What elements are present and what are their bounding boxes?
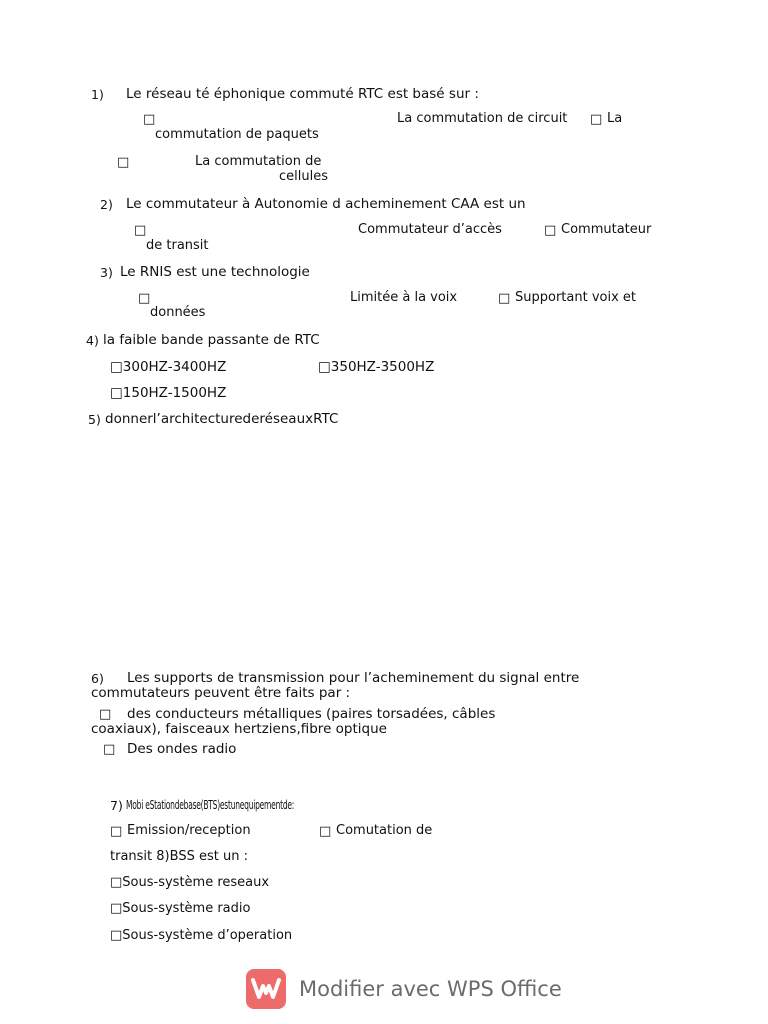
q1-option-circuit: La commutation de circuit bbox=[397, 111, 568, 126]
q3-option-donnees-line1: Supportant voix et bbox=[515, 290, 637, 305]
q7-option-b: Comutation de bbox=[336, 823, 433, 838]
q4-option-a[interactable] bbox=[110, 359, 226, 375]
q7-option-b-line2: transit bbox=[110, 849, 153, 864]
q4-number: 4) bbox=[86, 333, 99, 348]
q1-option-paquets-line1: La bbox=[607, 111, 623, 126]
q6-checkbox-a[interactable]: □ bbox=[99, 707, 112, 722]
q4-option-b-label: 350HZ-3500HZ bbox=[330, 359, 435, 375]
q6-question-text-line1: Les supports de transmission pour l’acheminement du signal entre bbox=[127, 670, 580, 686]
q2-option-transit-line2: de transit bbox=[146, 238, 209, 253]
q3-checkbox-donnees[interactable]: □ bbox=[498, 291, 511, 306]
q6-number: 6) bbox=[91, 671, 104, 686]
q1-checkbox-paquets[interactable]: □ bbox=[590, 112, 603, 127]
q4-checkbox-b[interactable]: □ bbox=[318, 359, 331, 375]
q5-number: 5) bbox=[88, 412, 101, 427]
q3-question-text: Le RNIS est une technologie bbox=[120, 264, 310, 280]
q8-option-c[interactable] bbox=[110, 928, 292, 944]
q3-option-voix: Limitée à la voix bbox=[350, 290, 458, 305]
wps-edit-link[interactable]: Modifier avec WPS Office bbox=[299, 977, 562, 1001]
q2-option-transit-line1: Commutateur bbox=[561, 222, 652, 237]
q4-option-a-label: 300HZ-3400HZ bbox=[122, 359, 227, 375]
q4-option-c-label: 150HZ-1500HZ bbox=[122, 385, 227, 401]
q2-checkbox-acces[interactable]: □ bbox=[134, 223, 147, 238]
q7-number: 7) bbox=[110, 798, 123, 813]
q8-option-a[interactable] bbox=[110, 875, 269, 891]
q1-option-cellules-line2: cellules bbox=[279, 169, 328, 184]
q3-number: 3) bbox=[100, 265, 113, 280]
q1-question-text: Le réseau té éphonique commuté RTC est basé sur : bbox=[126, 86, 479, 102]
q2-question-text: Le commutateur à Autonomie d acheminement CAA est un bbox=[126, 196, 526, 212]
q5-question-text: donnerl’architecturederéseauxRTC bbox=[105, 411, 339, 427]
q4-checkbox-c[interactable]: □ bbox=[110, 385, 123, 401]
q2-checkbox-transit[interactable]: □ bbox=[544, 223, 557, 238]
q7-checkbox-a[interactable]: □ bbox=[110, 824, 123, 839]
q8-question-text: BSS est un : bbox=[169, 849, 248, 864]
q8-option-b-label: Sous-système radio bbox=[122, 901, 251, 916]
q1-checkbox-circuit[interactable]: □ bbox=[143, 112, 156, 127]
q7-option-a: Emission/reception bbox=[127, 823, 251, 838]
q4-option-b[interactable] bbox=[318, 359, 434, 375]
q7-question-label: Mobi eStationdebase(BTS)estunequipementde: bbox=[126, 798, 295, 812]
q1-option-paquets-line2: commutation de paquets bbox=[155, 127, 319, 142]
q8-option-a-label: Sous-système reseaux bbox=[122, 875, 270, 890]
q6-checkbox-b[interactable]: □ bbox=[103, 742, 116, 757]
q3-option-donnees-line2: données bbox=[150, 305, 206, 320]
q8-checkbox-c[interactable]: □ bbox=[110, 928, 123, 943]
q2-option-acces: Commutateur d’accès bbox=[358, 222, 502, 237]
q6-option-a-line1: des conducteurs métalliques (paires torsadées, câbles bbox=[127, 706, 496, 722]
wps-logo-icon[interactable] bbox=[246, 969, 286, 1009]
q4-checkbox-a[interactable]: □ bbox=[110, 359, 123, 375]
q7-question-text bbox=[126, 797, 393, 813]
q8-checkbox-a[interactable]: □ bbox=[110, 875, 123, 890]
q1-option-cellules-line1: La commutation de bbox=[195, 154, 322, 169]
q6-question-text-line2: commutateurs peuvent être faits par : bbox=[91, 685, 351, 701]
q6-option-a-line2: coaxiaux), faisceaux hertziens,fibre optique bbox=[91, 721, 387, 737]
q8-option-c-label: Sous-système d’operation bbox=[122, 928, 293, 943]
q1-checkbox-cellules[interactable]: □ bbox=[117, 155, 130, 170]
q8-number: 8) bbox=[156, 849, 170, 864]
q7-checkbox-b[interactable]: □ bbox=[319, 824, 332, 839]
q6-option-b: Des ondes radio bbox=[127, 741, 237, 757]
q2-number: 2) bbox=[100, 197, 113, 212]
q4-question-text: la faible bande passante de RTC bbox=[103, 332, 320, 348]
q8-option-b[interactable] bbox=[110, 901, 250, 917]
q1-number: 1) bbox=[91, 87, 104, 102]
q7-q8-line bbox=[110, 849, 248, 865]
q8-checkbox-b[interactable]: □ bbox=[110, 901, 123, 916]
q4-option-c[interactable] bbox=[110, 385, 226, 401]
q3-checkbox-voix[interactable]: □ bbox=[138, 291, 151, 306]
